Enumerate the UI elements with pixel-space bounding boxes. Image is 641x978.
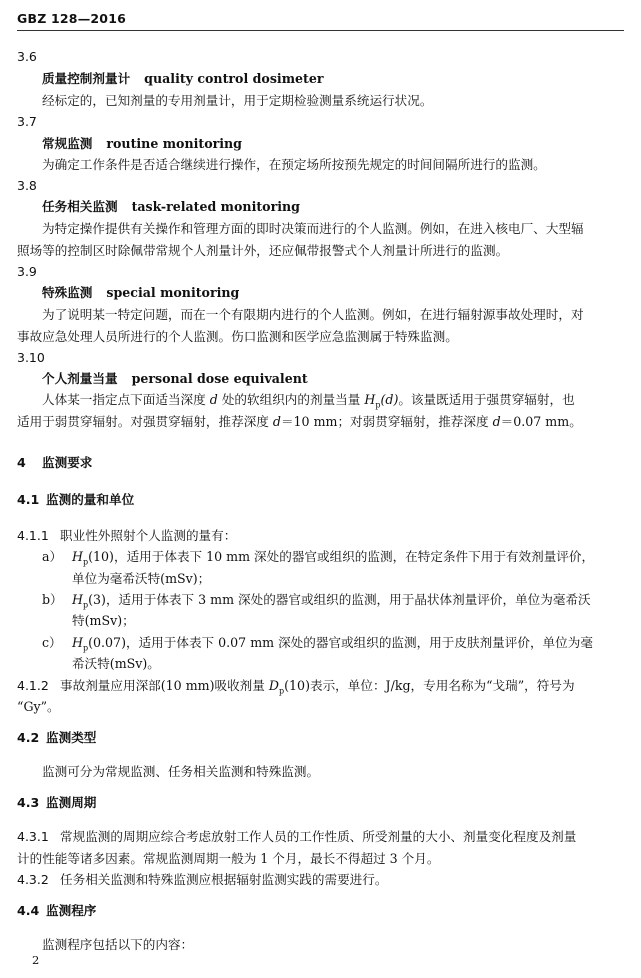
symbol-subscript: p [375, 400, 381, 410]
term-number: 3.7 [17, 114, 37, 129]
term-zh: 任务相关监测 [42, 199, 118, 214]
symbol-d: D [268, 678, 279, 693]
term-heading [42, 371, 625, 387]
symbol-d: d [272, 414, 281, 429]
subsection-heading [17, 730, 625, 746]
list-item-cont: 单位为毫希沃特(mSv)； [72, 571, 211, 586]
symbol-arg: (10) [88, 549, 114, 564]
term-zh: 特殊监测 [42, 285, 93, 300]
text-run: 人体某一指定点下面适当深度 [42, 392, 206, 407]
term-zh: 常规监测 [42, 136, 93, 151]
page-number: 2 [32, 953, 40, 967]
list-item [42, 549, 625, 571]
clause-4-3-2 [17, 872, 625, 888]
term-heading [42, 136, 625, 152]
text-run: ，适用于体表下 10 mm 深处的器官或组织的监测，在特定条件下用于有效剂量评价， [113, 549, 595, 564]
clause-text: 职业性外照射个人监测的量有： [60, 528, 237, 543]
clause-number: 4.1.1 [17, 528, 49, 543]
clause-4-1-2 [17, 678, 625, 700]
clause-cont: “Gy”。 [17, 699, 60, 714]
subsection-heading [17, 903, 625, 919]
header-rule [17, 30, 624, 31]
symbol-subscript: p [82, 557, 89, 567]
symbol-arg: (d) [380, 392, 399, 407]
term-definition-cont: 照场等的控制区时除佩带常规个人剂量计外，还应佩带报警式个人剂量计所进行的监测。 [17, 243, 509, 258]
term-number: 3.10 [17, 350, 45, 365]
term-definition-cont: 事故应急处理人员所进行的个人监测。伤口监测和医学应急监测属于特殊监测。 [17, 329, 458, 344]
text-run: ，适用于体表下 0.07 mm 深处的器官或组织的监测，用于皮肤剂量评价，单位为毫 [125, 635, 593, 650]
clause-4-1-1 [17, 528, 625, 544]
term-heading [42, 285, 625, 301]
term-number: 3.9 [17, 264, 37, 279]
subsection-heading [17, 492, 625, 508]
term-heading [42, 199, 625, 215]
list-item-cont: 希沃特(mSv)。 [72, 656, 160, 671]
section-number: 4.2 [17, 730, 40, 745]
section-number: 4.4 [17, 903, 40, 918]
symbol-h: H [72, 549, 83, 564]
text-run: 适用于弱贯穿辐射。对强贯穿辐射，推荐深度 [17, 414, 269, 429]
clause-number: 4.1.2 [17, 678, 49, 693]
text-run: 表示，单位：J/kg，专用名称为“戈瑞”，符号为 [309, 678, 575, 693]
subsection-heading [17, 795, 625, 811]
symbol-arg: (3) [88, 592, 106, 607]
clause-4-3-1 [17, 829, 625, 845]
paragraph: 监测可分为常规监测、任务相关监测和特殊监测。 [42, 764, 320, 779]
term-definition: 为了说明某一特定问题，而在一个有限期内进行的个人监测。例如，在进行辐射源事故处理时，对 [42, 307, 584, 322]
section-number: 4.1 [17, 492, 40, 507]
section-title: 监测周期 [46, 795, 97, 810]
term-definition: 为确定工作条件是否适合继续进行操作，在预定场所按预先规定的时间间隔所进行的监测。 [42, 157, 546, 172]
standard-code-header: GBZ 128—2016 [17, 11, 126, 26]
text-run: ，适用于体表下 3 mm 深处的器官或组织的监测，用于晶状体剂量评价，单位为毫希沃 [105, 592, 591, 607]
paragraph: 监测程序包括以下的内容： [42, 937, 194, 952]
term-en: special monitoring [106, 285, 240, 300]
list-item-cont: 特(mSv)； [72, 613, 135, 628]
symbol-d: d [209, 392, 218, 407]
section-number: 4 [17, 455, 26, 470]
term-number: 3.8 [17, 178, 37, 193]
term-zh: 质量控制剂量计 [42, 71, 131, 86]
symbol-d: d [492, 414, 501, 429]
symbol-h: H [364, 392, 376, 407]
section-title: 监测要求 [42, 455, 93, 470]
list-item [42, 592, 625, 614]
section-number: 4.3 [17, 795, 40, 810]
section-heading [17, 455, 625, 471]
symbol-subscript: p [82, 643, 89, 653]
term-definition-cont [17, 414, 625, 430]
section-title: 监测程序 [46, 903, 97, 918]
symbol-arg: (10) [284, 678, 310, 693]
text-run: 常规监测的周期应综合考虑放射工作人员的工作性质、所受剂量的大小、剂量变化程度及剂量 [60, 829, 577, 844]
text-run: 。该量既适用于强贯穿辐射，也 [398, 392, 575, 407]
list-label: b） [42, 592, 63, 607]
term-zh: 个人剂量当量 [42, 371, 118, 386]
symbol-h: H [72, 592, 83, 607]
term-definition [42, 392, 625, 414]
term-definition: 经标定的，已知剂量的专用剂量计，用于定期检验测量系统运行状况。 [42, 93, 433, 108]
term-en: quality control dosimeter [144, 71, 324, 86]
text-run: 任务相关监测和特殊监测应根据辐射监测实践的需要进行。 [60, 872, 388, 887]
term-number: 3.6 [17, 49, 37, 64]
clause-number: 4.3.1 [17, 829, 49, 844]
text-run: ＝10 mm；对弱贯穿辐射，推荐深度 [280, 414, 489, 429]
symbol-subscript: p [82, 600, 89, 610]
term-definition: 为特定操作提供有关操作和管理方面的即时决策而进行的个人监测。例如，在进入核电厂、大型辐 [42, 221, 584, 236]
list-label: c） [42, 635, 62, 650]
clause-cont: 计的性能等诸多因素。常规监测周期一般为 1 个月，最长不得超过 3 个月。 [17, 851, 440, 866]
symbol-h: H [72, 635, 83, 650]
list-item [42, 635, 625, 657]
symbol-arg: (0.07) [88, 635, 126, 650]
term-heading [42, 71, 625, 87]
text-run: 处的软组织内的剂量当量 [221, 392, 361, 407]
section-title: 监测类型 [46, 730, 97, 745]
text-run: ＝0.07 mm。 [500, 414, 582, 429]
symbol-subscript: p [279, 686, 285, 696]
term-en: routine monitoring [106, 136, 242, 151]
term-en: task-related monitoring [131, 199, 300, 214]
text-run: 事故剂量应用深部(10 mm)吸收剂量 [60, 678, 265, 693]
list-label: a） [42, 549, 63, 564]
clause-number: 4.3.2 [17, 872, 49, 887]
section-title: 监测的量和单位 [46, 492, 135, 507]
term-en: personal dose equivalent [131, 371, 308, 386]
